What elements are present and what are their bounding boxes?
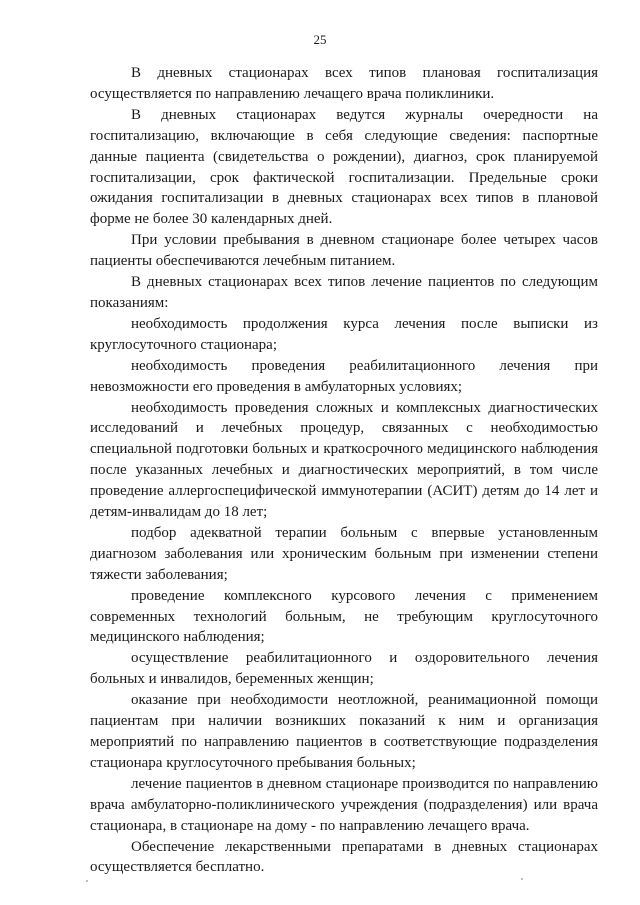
indication-item: оказание при необходимости неотложной, реанимационной помощи пациентам при наличии возникших показаний к ним и организация мероприятий по направлению пациентов в соответствующие подразделения стационара круглосуточного пребывания больных; (90, 692, 598, 771)
document-body (90, 63, 598, 878)
indication-item: осуществление реабилитационного и оздоровительного лечения больных и инвалидов, беременных женщин; (90, 650, 598, 688)
paragraph-planned-hospitalization: В дневных стационарах всех типов плановая госпитализация осуществляется по направлению лечащего врача поликлиники. (90, 65, 598, 102)
page-number: 25 (313, 32, 327, 47)
scan-speck (521, 878, 523, 880)
indication-item: необходимость проведения реабилитационного лечения при невозможности его проведения в амбулаторных условиях; (90, 357, 598, 395)
indication-item: подбор адекватной терапии больным с впервые установленным диагнозом заболевания или хроническим больным при изменении степени тяжести заболевания; (90, 524, 598, 583)
paragraph-free-medication: Обеспечение лекарственными препаратами в дневных стационарах осуществляется бесплатно. (90, 838, 598, 876)
indication-item: лечение пациентов в дневном стационаре производится по направлению врача амбулаторно-поликлинического учреждения (подразделения) или врача стационара, в стационаре на дому - по направлению лечащего врача. (90, 775, 598, 834)
paragraph-meals: При условии пребывания в дневном стационаре более четырех часов пациенты обеспечиваются лечебным питанием. (90, 232, 598, 270)
indication-item: необходимость проведения сложных и комплексных диагностических исследований и лечебных процедур, связанных с необходимостью специальной подготовки больных и краткосрочного медицинского наблюдения после указанных лечебных и диагностических мероприятий, в том числе проведение аллергоспецифической иммунотерапии (АСИТ) детям до 14 лет и детям-инвалидам до 18 лет; (90, 399, 598, 521)
paragraph-queue-journals: В дневных стационарах ведутся журналы очередности на госпитализацию, включающие в себя следующие сведения: паспортные данные пациента (свидетельства о рождении), диагноз, срок планируемой госпитализации, срок фактической госпитализации. Предельные сроки ожидания госпитализации в дневных стационарах всех типов в плановой форме не более 30 календарных дней. (90, 106, 598, 228)
paragraph-indications-intro: В дневных стационарах всех типов лечение пациентов по следующим показаниям: (90, 274, 598, 311)
indication-item: необходимость продолжения курса лечения после выписки из круглосуточного стационара; (90, 315, 598, 353)
indication-item: проведение комплексного курсового лечения с применением современных технологий больным, не требующим круглосуточного медицинского наблюдения; (90, 587, 598, 646)
scan-speck (86, 880, 88, 882)
